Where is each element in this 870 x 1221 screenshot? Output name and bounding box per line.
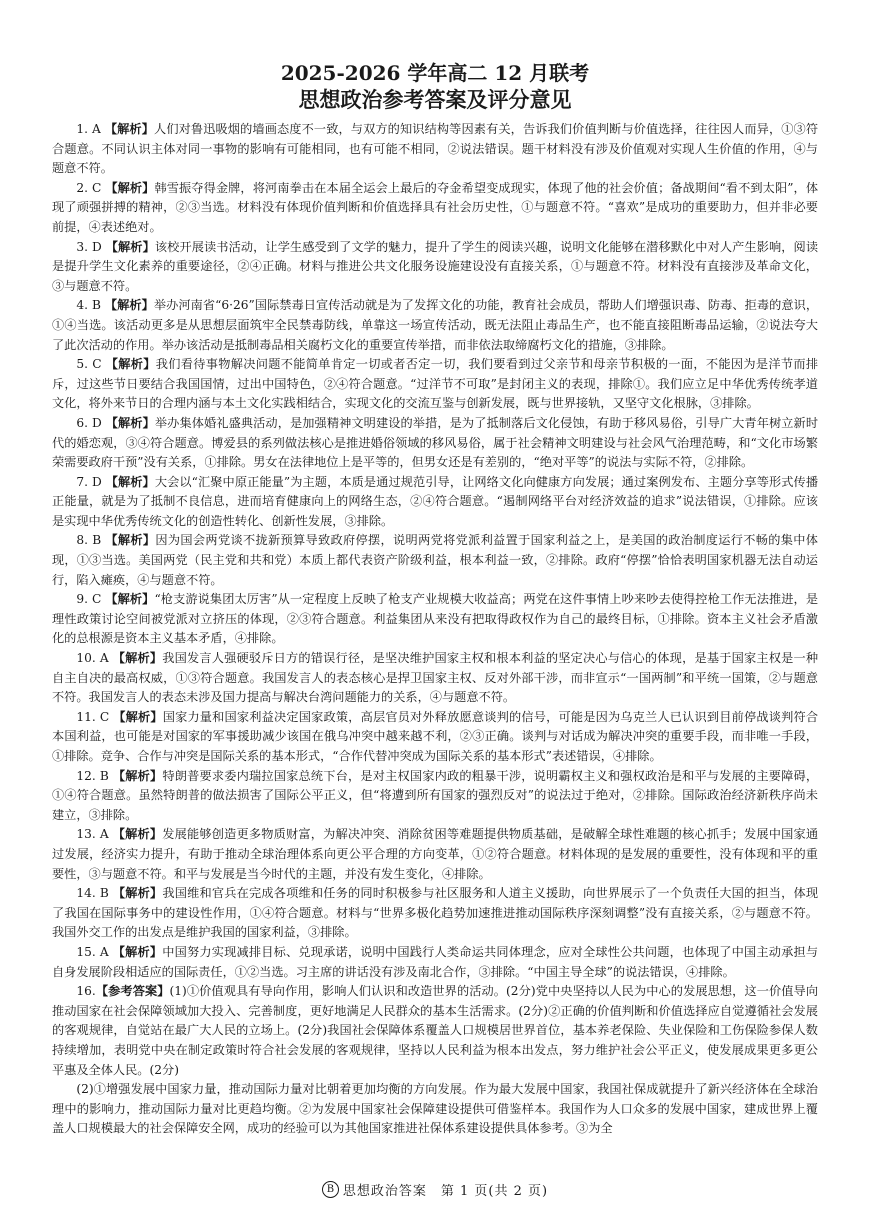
answer-item-3 — [52, 238, 818, 297]
item-tag: 【解析】 — [105, 357, 156, 372]
item-number: 16. — [76, 984, 96, 999]
item-text: 该校开展读书活动，让学生感受到了文学的魅力，提升了学生的阅读兴趣，说明文化能够在潜移默化中对人产生影响，阅读是提升学生文化素养的重要途径，②④正确。材料与推进公共文化服务设施建设没有直接关系，①与题意不符。材料没有直接涉及革命文化，③与题意不符。 — [52, 239, 819, 293]
item-number: 15. A — [76, 944, 109, 959]
answer-item-7 — [52, 473, 818, 532]
item-number: 9. C — [76, 592, 102, 607]
item-number: 10. A — [76, 651, 109, 666]
page-number-text: 思想政治答案 第 1 页(共 2 页) — [342, 1184, 549, 1199]
item-text: 特朗普要求委内瑞拉国家总统下台，是对主权国家内政的粗暴干涉，说明霸权主义和强权政治是和平与发展的主要障碍，①④符合题意。虽然特朗普的做法损害了国际公平正义，但“将遭到所有国家的强烈反对”的说法过于绝对，②排除。国际政治经济新秩序尚未建立，③排除。 — [52, 768, 819, 822]
item-text: 我们看待事物解决问题不能简单肯定一切或者否定一切，我们要看到过父亲节和母亲节积极的一面，不能因为是洋节而排斥，过这些节日要结合我国国情，过出中国特色，②④符合题意。“过洋节不可取”是封闭主义的表现，排除①。我们应立足中华优秀传统孝道文化，将外来节日的合理内涵与本土文化实践相结合，实现文化的交流互鉴与创新发展，既与世界接轨，又坚守文化根脉，③排除。 — [52, 357, 819, 411]
item-text: 发展能够创造更多物质财富，为解决冲突、消除贫困等难题提供物质基础，是破解全球性难题的核心抓手；发展中国家通过发展，经济实力提升，有助于推动全球治理体系向更公平合理的方向变革，①②符合题意。材料体现的是发展的重要性，没有体现和平的重要性，③与题意不符。和平与发展是当今时代的主题，并没有发生变化，④排除。 — [52, 827, 819, 881]
item-text: 韩雪振夺得金牌，将河南拳击在本届全运会上最后的夺金希望变成现实，体现了他的社会价值；备战期间“看不到太阳”，体现了顽强拼搏的精神，②③当选。材料没有体现价值判断和价值选择具有社会历史性，①与题意不符。“喜欢”是成功的重要助力，但并非必要前提，④表述绝对。 — [52, 180, 819, 234]
item-text: 我国发言人强硬驳斥日方的错误行径，是坚决维护国家主权和根本利益的坚定决心与信心的体现，是基于国家主权是一种自主自决的最高权威，①③符合题意。我国发言人的表态核心是捍卫国家主权、反对外部干涉，而非宣示“一国两制”和平统一国策，②与题意不符。我国发言人的表态未涉及国力提高与解决台湾问题能力的关系，④与题意不符。 — [52, 651, 819, 705]
item-text: 国家力量和国家利益决定国家政策，高层官员对外释放愿意谈判的信号，可能是因为乌克兰人已认识到目前停战谈判符合本国利益，也可能是对国家的军事援助减少该国在俄乌冲突中越来越不利，②③正确。谈判与对话成为解决冲突的重要手段，而非唯一手段，①排除。竞争、合作与冲突是国际关系的基本形式，“合作代替冲突成为国际关系的基本形式”表述错误，④排除。 — [52, 709, 819, 763]
item-number: 4. B — [76, 298, 101, 313]
item-text: 举办河南省“6·26”国际禁毒日宣传活动就是为了发挥文化的功能，教育社会成员，帮助人们增强识毒、防毒、拒毒的意识，①④当选。该活动更多是从思想层面筑牢全民禁毒防线，单靠这一场宣传活动，既无法阻止毒品生产，也不能直接阻断毒品运输，②说法夸大了此次活动的作用。举办该活动是抵制毒品相关腐朽文化的重要宣传举措，而非依法取缔腐朽文化的措施，③排除。 — [52, 298, 819, 352]
item-tag: 【参考答案】 — [95, 984, 170, 999]
answer-item-15 — [52, 943, 818, 982]
version-badge: B — [322, 1181, 339, 1198]
item-text: 中国努力实现减排目标、兑现承诺，说明中国践行人类命运共同体理念，应对全球性公共问题，也体现了中国主动承担与自身发展阶段相适应的国际责任，①②当选。习主席的讲话没有涉及南北合作，③排除。“中国主导全球”的说法错误，④排除。 — [52, 944, 819, 979]
item-text: (2)①增强发展中国家力量，推动国际力量对比朝着更加均衡的方向发展。作为最大发展中国家，我国社保成就提升了新兴经济体在全球治理中的影响力，推动国际力量对比更趋均衡。②为发展中国家社会保障建设提供可借鉴样本。我国作为人口众多的发展中国家，建成世界上覆盖人口规模最大的社会保障安全网，成功的经验可以为其他国家推进社保体系建设提供具体参考。③为全 — [52, 1082, 818, 1136]
answer-list — [52, 120, 818, 1139]
item-text: (1)①价值观具有导向作用，影响人们认识和改造世界的活动。(2分)党中央坚持以人民为中心的发展思想，这一价值导向推动国家在社会保障领域加大投入、完善制度，更好地满足人民群众的基本生活需求。(2分)②正确的价值判断和价值选择应自觉遵循社会发展的客观规律，自觉站在最广大人民的立场上。(2分)我国社会保障体系覆盖人口规模居世界首位，基本养老保险、失业保险和工伤保险参保人数持续增加，表明党中央在制定政策时符合社会发展的客观规律，坚持以人民利益为根本出发点，努力维护社会公平正义，使发展成果更多更公平惠及全体人民。(2分) — [52, 984, 819, 1077]
item-tag: 【解析】 — [113, 709, 163, 724]
item-number: 13. A — [76, 827, 109, 842]
item-tag: 【解析】 — [105, 180, 155, 195]
item-tag: 【解析】 — [104, 298, 154, 313]
item-number: 14. B — [76, 886, 109, 901]
item-text: 大会以“汇聚中原正能量”为主题，本质是通过规范引导，让网络文化向健康方向发展；通过案例发布、主题分享等形式传播正能量，就是为了抵制不良信息，进而培育健康向上的网络生态，②④符合题意。“遏制网络平台对经济效益的追求”说法错误，①排除。应该是实现中华优秀传统文化的创造性转化、创新性发展，③排除。 — [52, 474, 819, 528]
item-tag: 【解析】 — [105, 533, 156, 548]
answer-subtitle: 思想政治参考答案及评分意见 — [298, 87, 572, 112]
item-number: 7. D — [76, 474, 102, 489]
answer-item-10 — [52, 649, 818, 708]
item-tag: 【解析】 — [112, 827, 163, 842]
answer-item-9 — [52, 590, 818, 649]
item-number: 5. C — [76, 357, 102, 372]
item-tag: 【解析】 — [105, 239, 155, 254]
answer-item-12 — [52, 767, 818, 826]
item-text: “枪支游说集团太厉害”从一定程度上反映了枪支产业规模大收益高；两党在这件事情上吵来吵去使得控枪工作无法推进，是理性政策讨论空间被党派对立挤压的体现，②③符合题意。利益集团从来没有把取得政权作为自己的最终目标，①排除。资本主义社会矛盾激化的总根源是资本主义基本矛盾，④排除。 — [52, 592, 819, 646]
answer-item-16 — [52, 982, 818, 1080]
item-text: 举办集体婚礼盛典活动，是加强精神文明建设的举措，是为了抵制落后文化侵蚀，有助于移风易俗，引导广大青年树立新时代的婚恋观，③④符合题意。博爱县的系列做法核心是推进婚俗领域的移风易俗，属于社会精神文明建设与社会风气治理范畴，和“文化市场繁荣需要政府干预”没有关系，①排除。男女在法律地位上是平等的，但男女还是有差别的，“绝对平等”的说法与实际不符，②排除。 — [52, 415, 819, 470]
page-footer — [0, 1180, 870, 1199]
item-tag: 【解析】 — [105, 415, 155, 430]
item-number: 11. C — [76, 709, 110, 724]
answer-item-13 — [52, 825, 818, 884]
item-tag: 【解析】 — [105, 474, 155, 489]
answer-item-8 — [52, 531, 818, 590]
item-tag: 【解析】 — [105, 592, 155, 607]
item-number: 1. A — [76, 122, 101, 136]
item-number: 2. C — [76, 180, 102, 195]
item-text: 人们对鲁迅吸烟的墙画态度不一致，与双方的知识结构等因素有关，告诉我们价值判断与价值选择，往往因人而异，①③符合题意。不同认识主体对同一事物的影响有可能相同，也有可能不相同，②说法错误。题干材料没有涉及价值观对实现人生价值的作用，④与题意不符。 — [52, 122, 819, 176]
item-number: 12. B — [76, 768, 109, 783]
answer-item-16-part-2 — [52, 1080, 818, 1139]
answer-item-11 — [52, 708, 818, 767]
answer-item-5 — [52, 355, 818, 414]
item-number: 8. B — [76, 533, 102, 548]
item-number: 3. D — [76, 239, 102, 254]
answer-item-2 — [52, 179, 818, 238]
item-tag: 【解析】 — [112, 886, 163, 901]
item-tag: 【解析】 — [112, 944, 163, 959]
answer-item-6 — [52, 414, 818, 473]
item-tag: 【解析】 — [112, 768, 163, 783]
answer-item-4 — [52, 296, 818, 355]
item-tag: 【解析】 — [112, 651, 163, 666]
item-text: 因为国会两党谈不拢新预算导致政府停摆，说明两党将党派利益置于国家利益之上，是美国的政治制度运行不畅的集中体现，①③当选。美国两党（民主党和共和党）本质上都代表资产阶级利益，根本利益一致，②排除。政府“停摆”恰恰表明国家机器无法自动运行，陷入瘫痪，④与题意不符。 — [52, 533, 818, 587]
exam-title: 2025-2026 学年高二 12 月联考 — [280, 61, 590, 85]
item-text: 我国维和官兵在完成各项维和任务的同时积极参与社区服务和人道主义援助，向世界展示了一个负责任大国的担当，体现了我国在国际事务中的建设性作用，①④符合题意。材料与“世界多极化趋势加速推进推动国际秩序深刻调整”没有直接关系，②与题意不符。我国外交工作的出发点是维护我国的国家利益，③排除。 — [52, 886, 819, 940]
item-number: 6. D — [76, 415, 102, 430]
answer-item-14 — [52, 884, 818, 943]
answer-item-1 — [52, 120, 818, 179]
item-tag: 【解析】 — [104, 122, 155, 136]
